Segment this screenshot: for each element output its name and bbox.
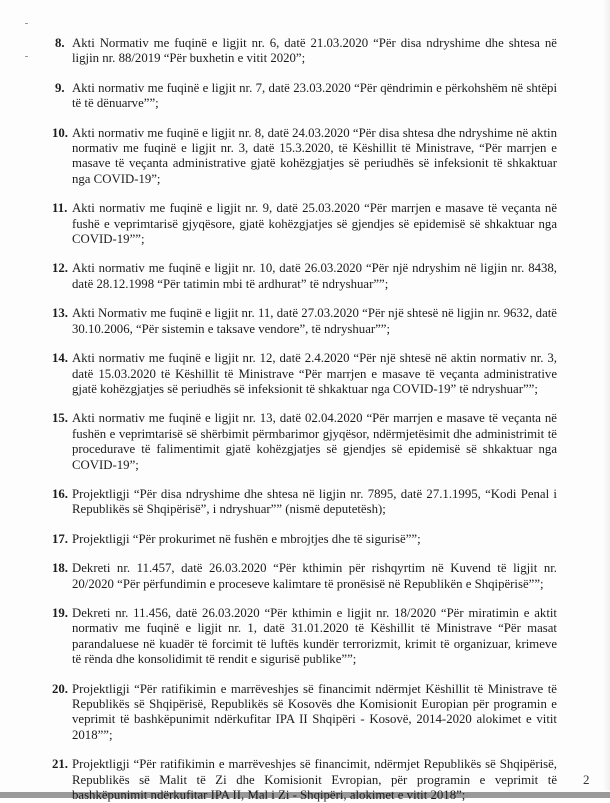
item-text: Akti normativ me fuqinë e ligjit nr. 10, datë 26.03.2020 “Për një ndryshim në ligjin nr. 8438, datë 28.12.1998 “Për tatimin mbi të ardhurat” të ndryshuar””;	[72, 261, 557, 291]
item-number: 12.	[52, 261, 68, 276]
item-number: 15.	[52, 411, 68, 426]
list-item	[52, 606, 557, 668]
item-number: 21.	[52, 757, 68, 772]
scan-mark	[25, 56, 28, 57]
list-item	[52, 682, 557, 744]
item-text: Akti normativ me fuqinë e ligjit nr. 13, datë 02.04.2020 “Për marrjen e masave të veçanta në fushën e veprimtarisë së shërbimit përmbarimor gjyqësor, ndërmjetësimit dhe administrimit të procedurave të falimentimit gjatë kohëzgjatjes së gjendjes së epidemisë së shkaktuar nga COVID-19”;	[72, 411, 557, 472]
list-item	[52, 561, 557, 592]
list-item	[52, 201, 557, 247]
scan-mark	[25, 23, 28, 24]
item-text: Dekreti nr. 11.456, datë 26.03.2020 “Për kthimin e ligjit nr. 18/2020 “Për miratimin e aktit normativ me fuqinë e ligjit nr. 1, datë 31.01.2020 të Këshillit të Ministrave “Për masat parandaluese në kuadër të forcimit të luftës kundër terrorizmit, krimit të organizuar, krimeve të rënda dhe konsolidimit të rendit e sigurisë publike””;	[72, 605, 557, 667]
item-number: 19.	[52, 605, 68, 620]
list-item	[52, 411, 557, 473]
item-text: Akti normativ me fuqinë e ligjit nr. 8, datë 24.03.2020 “Për disa shtesa dhe ndryshime në aktin normativ me fuqinë e ligjit nr. 3, datë 15.3.2020, të Këshillit të Ministrave, “Për marrjen e masave të veçanta administrative gjatë kohëzgjatjes së periudhës së infeksionit të shkaktuar nga COVID-19”;	[72, 125, 557, 186]
list-item	[52, 36, 557, 67]
item-number: 20.	[52, 681, 68, 696]
item-number: 17.	[52, 531, 68, 546]
page-number: 2	[583, 772, 590, 787]
item-text: Akti normativ me fuqinë e ligjit nr. 12, datë 2.4.2020 “Për një shtesë në aktin normativ nr. 3, datë 15.03.2020 të Këshillit të Ministrave “Për marrjen e masave të veçanta administrative gjatë kohëzgjatjes së periudhës së infeksionit të shkaktuar nga COVID-19” të ndryshuar””;	[72, 351, 557, 396]
list-item	[52, 757, 557, 803]
list-item	[52, 126, 557, 188]
item-text: Dekreti nr. 11.457, datë 26.03.2020 “Për kthimin për rishqyrtim në Kuvend të ligjit nr. 20/2020 “Për përfundimin e proceseve kalimtare të pronësisë në Republikën e Shqipërisë””;	[72, 561, 557, 591]
list-item	[52, 306, 557, 337]
item-text: Akti Normativ me fuqinë e ligjit nr. 11, datë 27.03.2020 “Për një shtesë në ligjin nr. 9632, datë 30.10.2006, “Për sistemin e taksave vendore”, të ndryshuar””;	[72, 306, 557, 336]
item-number: 11.	[52, 201, 68, 216]
list-item	[52, 261, 557, 292]
agenda-list	[52, 36, 557, 803]
list-item	[52, 487, 557, 518]
list-item	[52, 81, 557, 112]
item-number: 8.	[55, 36, 65, 50]
item-number: 18.	[52, 561, 68, 576]
item-text: Projektligji “Për ratifikimin e marrëveshjes së financimit, ndërmjet Republikës së Shqipërisë, Republikës së Malit të Zi dhe Komisionit Evropian, për programin e veprimit të bashkëpunimit ndërkufitar IPA II, Mal i Zi - Shqipëri, alokimet e vitit 2018”;	[72, 757, 557, 803]
item-text: Akti normativ me fuqinë e ligjit nr. 7, datë 23.03.2020 “Për qëndrimin e përkohshëm në shtëpi të të dënuarve””;	[72, 80, 557, 111]
item-text: Projektligji “Për prokurimet në fushën e mbrojtjes dhe të sigurisë””;	[72, 531, 421, 546]
item-text: Projektligji “Për disa ndryshime dhe shtesa në ligjin nr. 7895, datë 27.1.1995, “Kodi Penal i Republikës së Shqipërisë”, i ndryshuar”” (nismë deputetësh);	[72, 486, 557, 517]
item-text: Projektligji “Për ratifikimin e marrëveshjes së financimit ndërmjet Këshillit të Ministrave të Republikës së Shqipërisë, Republikës së Kosovës dhe Komisionit Europian për programin e veprimit të bashkëpunimit ndërkufitar IPA II Shqipëri - Kosovë, 2014-2020 alokimet e vitit 2018””;	[72, 681, 557, 742]
item-number: 13.	[52, 306, 68, 321]
item-text: Akti normativ me fuqinë e ligjit nr. 9, datë 25.03.2020 “Për marrjen e masave të veçanta në fushë e veprimtarisë gjyqësore, gjatë kohëzgjatjes së gjendjes së epidemisë së shkaktuar nga COVID-19””;	[72, 201, 557, 247]
list-item	[52, 351, 557, 397]
item-number: 16.	[52, 486, 68, 501]
item-number: 9.	[55, 80, 65, 95]
list-item	[52, 532, 557, 547]
item-number: 10.	[52, 125, 68, 140]
item-number: 14.	[52, 351, 68, 366]
item-text: Akti Normativ me fuqinë e ligjit nr. 6, datë 21.03.2020 “Për disa ndryshime dhe shtesa në ligjin nr. 88/2019 “Për buxhetin e vitit 2020”;	[72, 36, 557, 66]
scan-edge	[602, 0, 610, 790]
